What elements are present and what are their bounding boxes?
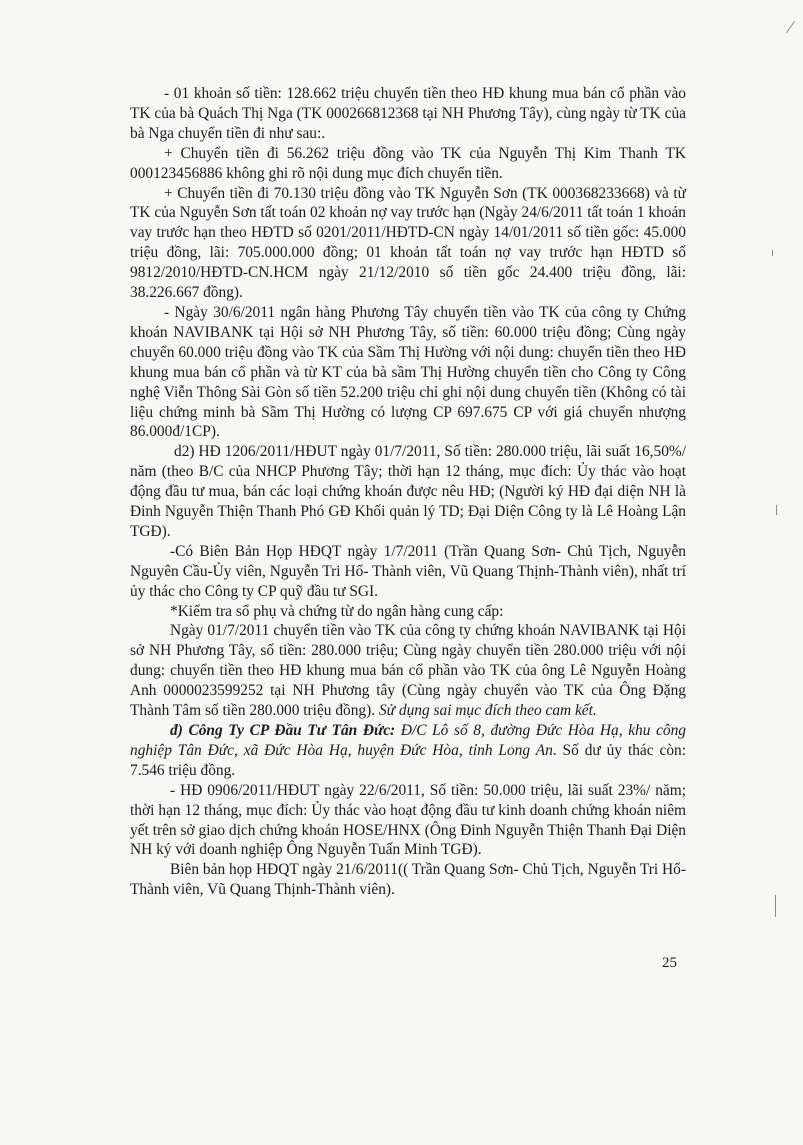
paragraph-5: d2) HĐ 1206/2011/HĐUT ngày 01/7/2011, Số tiền: 280.000 triệu, lãi suất 16,50%/ năm (theo B/C của NHCP Phương Tây; thời hạn 12 tháng, mục đích: Ủy thác vào hoạt động đầu tư mua, bán các loại chứng khoán được nêu HĐ; (Người ký HĐ đại diện NH là Đinh Nguyễn Thiện Thanh Phó GĐ Khối quản lý TD; Đại Diện Công ty là Lê Hoàng Lận TGĐ).: [130, 443, 686, 540]
paragraph-3: + Chuyển tiền đi 70.130 triệu đồng vào TK Nguyễn Sơn (TK 000368233668) và từ TK của Nguyễn Sơn tất toán 02 khoản nợ vay trước hạn (Ngày 24/6/2011 tất toán 1 khoản vay trước hạn theo HĐTD số 0201/2011/HĐTD-CN ngày 14/01/2011 số tiền gốc: 45.000 triệu đồng, lãi: 705.000.000 đồng; 01 khoản tất toán nợ vay trước hạn HĐTD số 9812/2010/HĐTD-CN.HCM ngày 21/12/2010 số tiền gốc 24.400 triệu đồng, lãi: 38.226.667 đồng).: [130, 184, 686, 302]
paragraph-9: [130, 721, 686, 781]
paragraph-8: [130, 621, 686, 721]
paragraph-11: Biên bản họp HĐQT ngày 21/6/2011(( Trần Quang Sơn- Chủ Tịch, Nguyễn Tri Hổ- Thành viên, Vũ Quang Thịnh-Thành viên).: [130, 861, 686, 899]
scan-edge-mark: [775, 895, 776, 917]
paragraph-2: + Chuyển tiền đi 56.262 triệu đồng vào TK của Nguyễn Thị Kim Thanh TK 000123456886 không ghi rõ nội dung mục đích chuyển tiền.: [130, 144, 686, 182]
paragraph-8-italic-note: Sử dụng sai mục đích theo cam kết.: [378, 702, 597, 720]
paragraph-4: - Ngày 30/6/2011 ngân hàng Phương Tây chuyển tiền vào TK của công ty Chứng khoán NAVIBANK tại Hội sở NH Phương Tây, số tiền: 60.000 triệu đồng; Cùng ngày chuyển 60.000 triệu đồng vào TK của Sầm Thị Hường với nội dung: chuyển tiền theo HĐ khung mua bán cổ phần và từ KT của bà sầm Thị Hường chuyển tiền cho Công ty Công nghệ Viễn Thông Sài Gòn số tiền 52.200 triệu chỉ ghi nội dung chuyển tiền (Không có tài liệu chứng minh bà Sầm Thị Hường có lượng CP 697.675 CP với giá chuyển nhượng 86.000đ/1CP).: [130, 303, 686, 441]
page-number: 25: [662, 955, 677, 971]
company-balance: . Số dư ủy thác còn: 7.546 triệu đồng.: [130, 741, 686, 779]
paragraph-8-text: Ngày 01/7/2011 chuyển tiền vào TK của công ty chứng khoán NAVIBANK tại Hội sở NH Phương Tây, số tiền: 280.000 triệu; Cùng ngày chuyển tiền 280.000 triệu với nội dung: chuyển tiền theo HĐ khung mua bán cổ phần vào TK của ông Lê Nguyễn Hoàng Anh 0000023599252 tại NH Phương tây (Cùng ngày chuyển vào TK của Ông Đặng Thành Tâm số tiền 280.000 triệu đồng).: [130, 622, 686, 720]
paragraph-1: - 01 khoản số tiền: 128.662 triệu chuyển tiền theo HĐ khung mua bán cổ phần vào TK của bà Quách Thị Nga (TK 000266812368 tại NH Phương Tây), cùng ngày từ TK của bà Nga chuyển tiền đi như sau:.: [130, 85, 686, 142]
document-body: [130, 84, 686, 900]
company-address: Đ/C Lô số 8, đường Đức Hòa Hạ, khu công nghiệp Tân Đức, xã Đức Hòa Hạ, huyện Đức Hòa, tỉnh Long An: [130, 722, 686, 759]
paragraph-10: - HĐ 0906/2011/HĐUT ngày 22/6/2011, Số tiền: 50.000 triệu, lãi suất 23%/ năm; thời hạn 12 tháng, mục đích: Ủy thác vào hoạt động đầu tư kinh doanh chứng khoán niêm yết trên sở giao dịch chứng khoán HOSE/HNX (Ông Đinh Nguyễn Thiện Thanh Đại Diện NH ký với doanh nghiệp Ông Nguyễn Tuấn Minh TGĐ).: [130, 781, 686, 859]
paragraph-7: *Kiểm tra sổ phụ và chứng từ do ngân hàng cung cấp:: [170, 602, 504, 620]
paragraph-6: -Có Biên Bản Họp HĐQT ngày 1/7/2011 (Trần Quang Sơn- Chủ Tịch, Nguyễn Nguyên Cầu-Ủy viên, Nguyễn Tri Hổ- Thành viên, Vũ Quang Thịnh-Thành viên), nhất trí ủy thác cho Công ty CP quỹ đầu tư SGI.: [130, 542, 686, 600]
company-heading: đ) Công Ty CP Đầu Tư Tân Đức:: [170, 722, 396, 739]
scan-edge-mark: [786, 21, 795, 33]
scan-edge-mark: [772, 250, 773, 256]
scan-edge-mark: [776, 505, 777, 515]
